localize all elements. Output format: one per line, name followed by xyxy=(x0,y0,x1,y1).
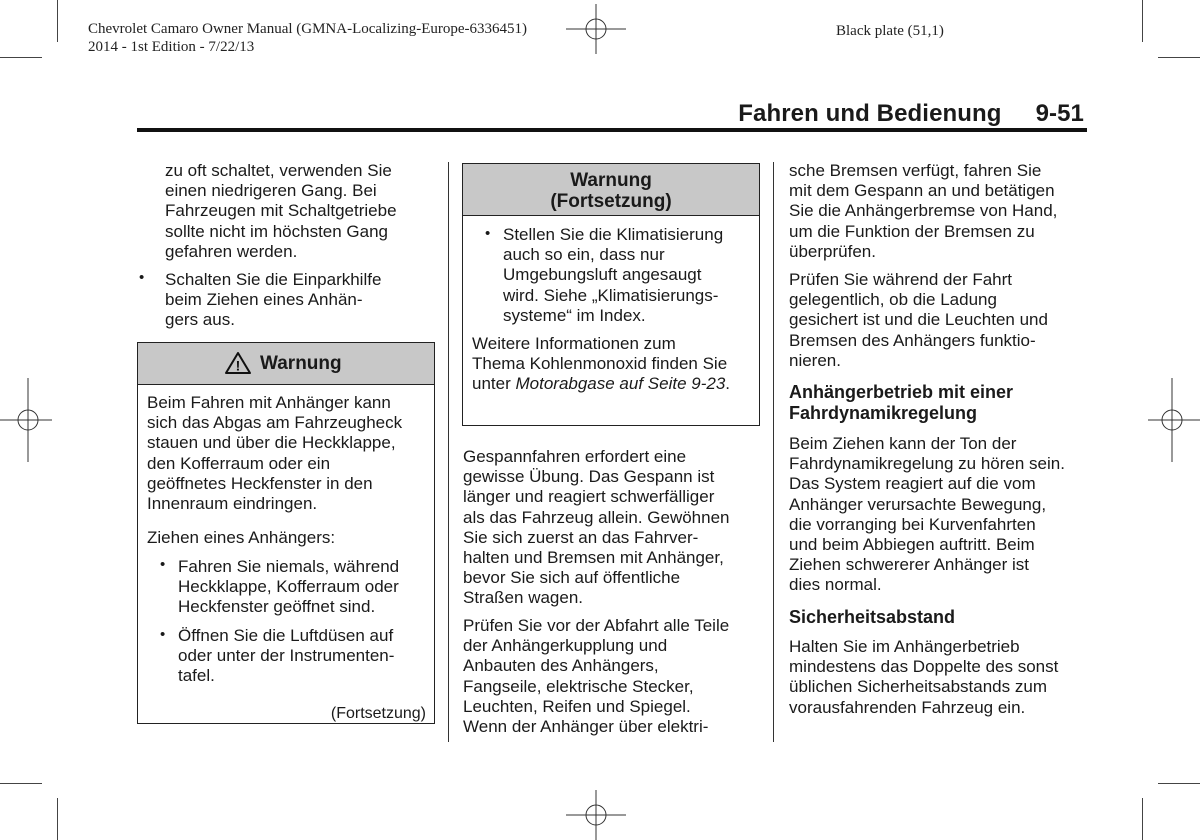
warning-box-continued xyxy=(462,163,760,426)
bullet-park-assist: Schalten Sie die Einparkhilfe beim Ziehen eines Anhän- gers aus. xyxy=(165,270,382,330)
heading-stability-control: Anhängerbetrieb mit einer Fahrdynamikregelung xyxy=(789,382,1014,423)
crop-mark xyxy=(1142,0,1143,42)
registration-mark-left xyxy=(0,378,52,462)
bullet-marker: • xyxy=(160,556,166,573)
warning-title: Warnung xyxy=(570,170,652,191)
crop-mark xyxy=(1158,783,1200,784)
document-info xyxy=(88,20,527,56)
paragraph-load-check: Prüfen Sie während der Fahrt gelegentlich, ob die Ladung gesichert ist und die Leuchten und Bremsen des Anhängers funktio- nieren. xyxy=(789,270,1048,370)
paragraph-brake-check: sche Bremsen verfügt, fahren Sie mit dem Gespann an und betätigen Sie die Anhängerbremse von Hand, um die Funktion der Bremsen zu überprüfen. xyxy=(789,161,1058,261)
intro-paragraph: zu oft schaltet, verwenden Sie einen niedrigeren Gang. Bei Fahrzeugen mit Schaltgetriebe sollte nicht im höchsten Gang gefahren werden. xyxy=(165,161,397,261)
warning-bullet: Öffnen Sie die Luftdüsen auf oder unter der Instrumenten- tafel. xyxy=(178,626,395,686)
paragraph-trailer-practice: Gespannfahren erfordert eine gewisse Übung. Das Gespann ist länger und reagiert schwerfälliger als das Fahrzeug allein. Gewöhnen Sie sich zuerst an das Fahrver- halten und Bremsen mit Anhänger, bevor Sie sich auf öffentliche Straßen wagen. xyxy=(463,447,730,608)
warning-title: Warnung xyxy=(260,353,342,374)
registration-mark-right xyxy=(1148,378,1200,462)
section-title: Fahren und Bedienung xyxy=(738,100,1002,127)
paragraph-stability-control: Beim Ziehen kann der Ton der Fahrdynamikregelung zu hören sein. Das System reagiert auf die vom Anhänger verursachte Bewegung, die vorranging bei Kurvenfahrten und beim Abbiegen auftritt. Beim Ziehen schwererer Anhänger ist dies normal. xyxy=(789,434,1065,595)
column-divider xyxy=(773,162,774,742)
paragraph-safe-distance: Halten Sie im Anhängerbetrieb mindestens das Doppelte des sonst üblichen Sicherheitsabstands zum vorausfahrenden Fahrzeug ein. xyxy=(789,637,1059,717)
crop-mark xyxy=(1158,57,1200,58)
crop-mark xyxy=(0,783,42,784)
cross-reference-link[interactable]: Motorabgase auf Seite 9-23 xyxy=(515,374,726,394)
registration-mark-bottom xyxy=(566,790,626,840)
warning-triangle-icon xyxy=(224,351,252,375)
warning-title-continued: (Fortsetzung) xyxy=(550,191,672,212)
bullet-marker: • xyxy=(139,269,145,286)
bullet-marker: • xyxy=(485,225,491,242)
page-number: 9-51 xyxy=(1035,100,1084,127)
document-edition-line: 2014 - 1st Edition - 7/22/13 xyxy=(88,39,255,55)
heading-safe-distance: Sicherheitsabstand xyxy=(789,607,956,627)
document-title-line: Chevrolet Camaro Owner Manual (GMNA-Localizing-Europe-6336451) xyxy=(88,21,528,37)
column-divider xyxy=(448,162,449,742)
continued-label: (Fortsetzung) xyxy=(330,705,426,722)
warning-bullet: Stellen Sie die Klimatisierung auch so ein, dass nur Umgebungsluft angesaugt wird. Siehe „Klimatisierungs- systeme“ im Index. xyxy=(503,225,724,325)
warning-header xyxy=(138,343,434,385)
warning-reference-paragraph: Weitere Informationen zum Thema Kohlenmonoxid finden Sie unter Motorabgase auf Seite 9-23. xyxy=(472,334,731,394)
warning-subheading: Ziehen eines Anhängers: xyxy=(147,528,336,547)
crop-mark xyxy=(57,0,58,42)
registration-mark-top xyxy=(566,4,626,54)
warning-paragraph: Beim Fahren mit Anhänger kann sich das Abgas am Fahrzeugheck stauen und über die Heckklappe, den Kofferraum oder ein geöffnetes Heckfenster in den Innenraum eindringen. xyxy=(147,393,403,514)
warning-header xyxy=(463,164,759,216)
crop-mark xyxy=(0,57,42,58)
plate-label: Black plate (51,1) xyxy=(836,23,944,39)
warning-box xyxy=(137,342,435,724)
header-rule xyxy=(137,128,1087,132)
crop-mark xyxy=(1142,798,1143,840)
warning-bullet: Fahren Sie niemals, während Heckklappe, Kofferraum oder Heckfenster geöffnet sind. xyxy=(178,557,400,617)
paragraph-pre-departure-check: Prüfen Sie vor der Abfahrt alle Teile der Anhängerkupplung und Anbauten des Anhängers, Fangseile, elektrische Stecker, Leuchten, Reifen und Spiegel. Wenn der Anhänger über elektri- xyxy=(463,616,730,737)
section-header xyxy=(738,100,1084,128)
bullet-marker: • xyxy=(160,626,166,643)
crop-mark xyxy=(57,798,58,840)
svg-text:!: ! xyxy=(235,357,241,374)
